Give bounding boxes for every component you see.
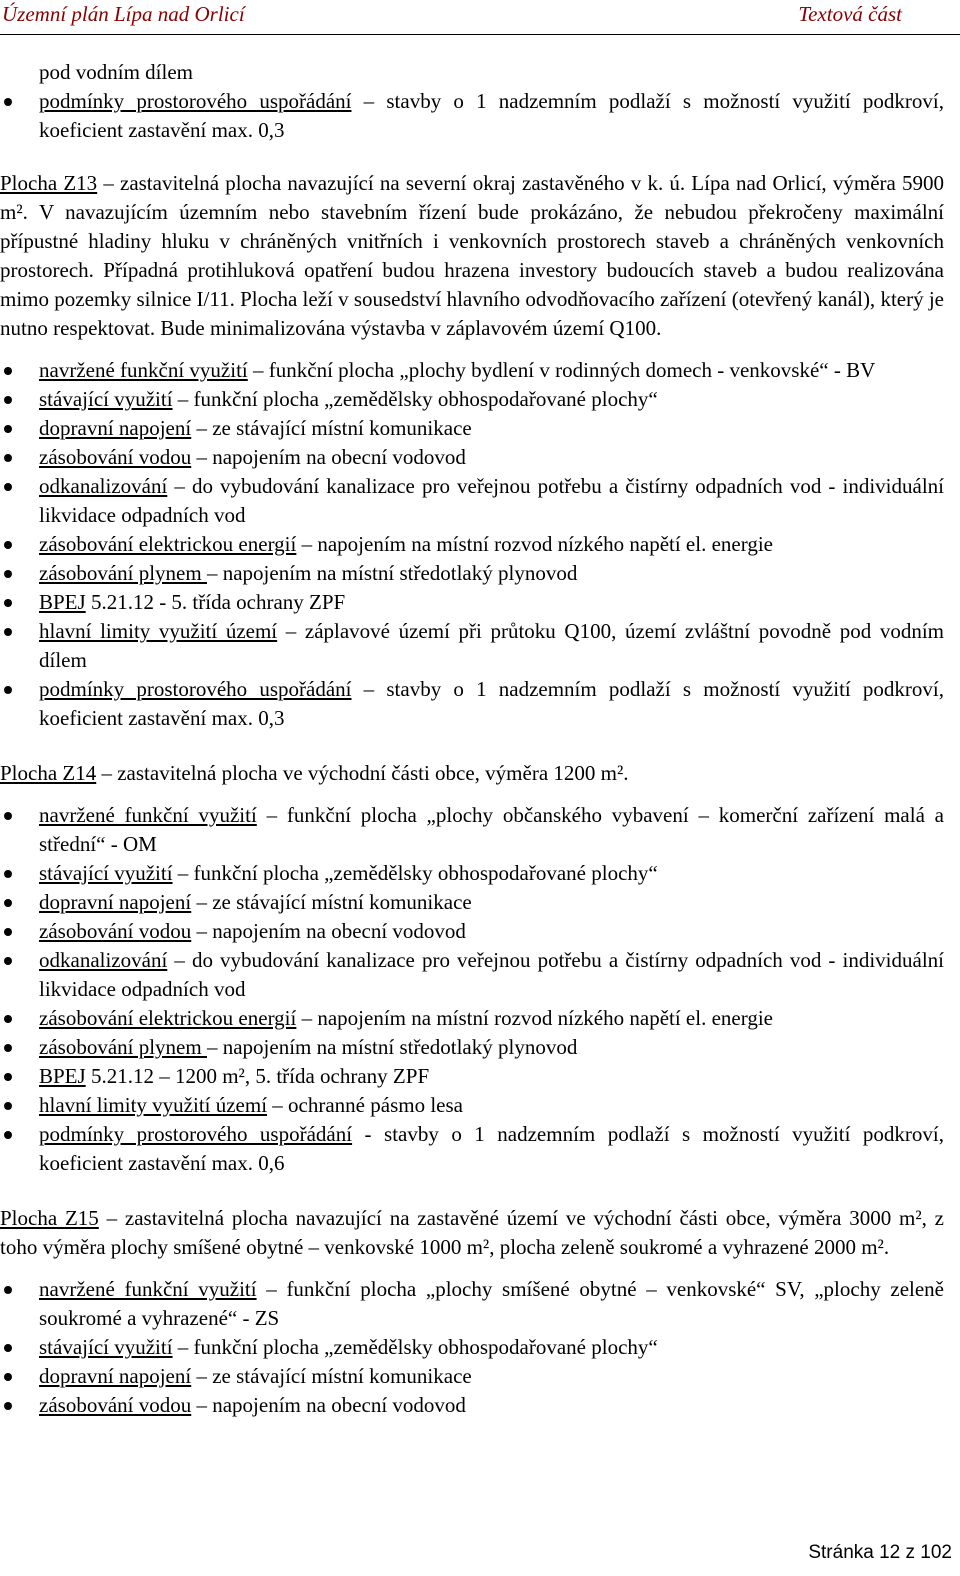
item-text: napojením na místní rozvod nízkého napětí el. energie bbox=[317, 532, 774, 556]
text-z15: – zastavitelná plocha navazující na zastavěné území ve východní části obce, výměra 3000 m², z toho výměra plochy smíšené obytné – venkovské 1000 m², plocha zeleně soukromé a vyhrazené 2000 m². bbox=[0, 1206, 945, 1259]
item-label: dopravní napojení bbox=[39, 416, 192, 440]
item-text: záplavové území při průtoku Q100, území zvláštní povodně pod vodním dílem bbox=[39, 619, 945, 672]
item-separator: - bbox=[352, 1122, 385, 1146]
document-body bbox=[0, 58, 944, 1420]
item-separator: – bbox=[256, 803, 287, 827]
bullet-icon bbox=[4, 1286, 12, 1294]
bullet-icon bbox=[4, 599, 12, 607]
item-separator: – bbox=[247, 358, 269, 382]
item-text: stavby o 1 nadzemním podlaží s možností využití podkroví, koeficient zastavění max. 0,6 bbox=[39, 1122, 944, 1175]
item-label: stávající využití bbox=[39, 861, 173, 885]
bullet-icon bbox=[4, 396, 12, 404]
item-separator: – bbox=[191, 1364, 213, 1388]
item-label: zásobování plynem bbox=[39, 1035, 207, 1059]
list-item bbox=[0, 617, 944, 675]
item-separator: – bbox=[351, 89, 387, 113]
list-item bbox=[0, 1062, 944, 1091]
bullet-icon bbox=[4, 98, 12, 106]
item-label: navržené funkční využití bbox=[39, 358, 248, 382]
bullet-icon bbox=[4, 957, 12, 965]
item-label: stávající využití bbox=[39, 1335, 173, 1359]
item-label: hlavní limity využití území bbox=[39, 1093, 268, 1117]
item-separator: – bbox=[172, 861, 194, 885]
item-separator: – bbox=[351, 677, 387, 701]
text-z13: – zastavitelná plocha navazující na severní okraj zastavěného v k. ú. Lípa nad Orlicí, výměra 5900 m². V navazujícím územním nebo stavebním řízení bude prokázáno, že nebudou překročeny maximální přípustné hladiny hluku v chráněných vnitřních i venkovních prostorech staveb a chráněných venkovních prostorech. Případná protihluková opatření budou hrazena investory budoucích staveb a budou realizována mimo pozemky silnice I/11. Plocha leží v sousedství hlavního odvodňovacího zařízení (otevřený kanál), který je nutno respektovat. Bude minimalizována výstavba v záplavovém území Q100. bbox=[0, 171, 944, 340]
bullet-icon bbox=[4, 628, 12, 636]
item-separator: – bbox=[191, 416, 213, 440]
header-document-title: Územní plán Lípa nad Orlicí bbox=[2, 2, 245, 26]
bullet-icon bbox=[4, 1344, 12, 1352]
list-item bbox=[0, 588, 944, 617]
bullet-icon bbox=[4, 570, 12, 578]
list-z14 bbox=[0, 801, 944, 1178]
bullet-icon bbox=[4, 1015, 12, 1023]
bullet-icon bbox=[4, 928, 12, 936]
paragraph-z15 bbox=[0, 1204, 944, 1262]
list-item bbox=[0, 917, 944, 946]
paragraph-z13 bbox=[0, 169, 944, 343]
header-section-title: Textová část bbox=[798, 2, 902, 26]
item-text: do vybudování kanalizace pro veřejnou potřebu a čistírny odpadních vod - individuální likvidace odpadních vod bbox=[39, 474, 945, 527]
list-item bbox=[0, 87, 944, 145]
item-separator: – bbox=[277, 619, 305, 643]
heading-z14: Plocha Z14 bbox=[0, 761, 97, 785]
bullet-icon bbox=[4, 1044, 12, 1052]
bullet-icon bbox=[4, 1073, 12, 1081]
bullet-icon bbox=[4, 483, 12, 491]
item-label: zásobování vodou bbox=[39, 1393, 192, 1417]
page-header bbox=[0, 0, 960, 35]
item-text: funkční plocha „plochy smíšené obytné – venkovské“ SV, „plochy zeleně soukromé a vyhrazené“ - ZS bbox=[39, 1277, 945, 1330]
bullet-icon bbox=[4, 454, 12, 462]
list-item bbox=[0, 472, 944, 530]
item-separator: – bbox=[267, 1093, 289, 1117]
item-separator: – bbox=[167, 948, 192, 972]
bullet-icon bbox=[4, 812, 12, 820]
item-separator: – bbox=[191, 890, 213, 914]
item-label: dopravní napojení bbox=[39, 1364, 192, 1388]
item-separator: – bbox=[206, 1035, 223, 1059]
item-separator: – bbox=[172, 1335, 194, 1359]
list-item bbox=[0, 1091, 944, 1120]
item-separator: – bbox=[256, 1277, 287, 1301]
item-text: funkční plocha „zemědělsky obhospodařované plochy“ bbox=[193, 387, 658, 411]
bullet-icon bbox=[4, 425, 12, 433]
list-item bbox=[0, 1362, 944, 1391]
item-label: BPEJ bbox=[39, 590, 86, 614]
bullet-icon bbox=[4, 1102, 12, 1110]
item-label: zásobování plynem bbox=[39, 561, 207, 585]
item-text: stavby o 1 nadzemním podlaží s možností využití podkroví, koeficient zastavění max. 0,3 bbox=[39, 89, 945, 142]
list-z15 bbox=[0, 1275, 944, 1420]
list-z13 bbox=[0, 356, 944, 733]
list-item bbox=[0, 888, 944, 917]
bullet-icon bbox=[4, 899, 12, 907]
item-label: zásobování elektrickou energií bbox=[39, 532, 297, 556]
list-item bbox=[0, 1033, 944, 1062]
item-text: do vybudování kanalizace pro veřejnou potřebu a čistírny odpadních vod - individuální likvidace odpadních vod bbox=[39, 948, 945, 1001]
item-label: podmínky prostorového uspořádání bbox=[39, 677, 352, 701]
item-text: funkční plocha „zemědělsky obhospodařované plochy“ bbox=[193, 861, 658, 885]
bullet-icon bbox=[4, 686, 12, 694]
item-text: napojením na místní středotlaký plynovod bbox=[222, 561, 578, 585]
item-separator: – bbox=[191, 445, 213, 469]
list-item bbox=[0, 559, 944, 588]
item-separator: – bbox=[167, 474, 192, 498]
bullet-icon bbox=[4, 1373, 12, 1381]
item-separator: – bbox=[296, 1006, 318, 1030]
item-text: ze stávající místní komunikace bbox=[212, 416, 472, 440]
bullet-icon bbox=[4, 1402, 12, 1410]
paragraph-z14 bbox=[0, 759, 944, 788]
item-label: dopravní napojení bbox=[39, 890, 192, 914]
heading-z15: Plocha Z15 bbox=[0, 1206, 99, 1230]
item-text: napojením na obecní vodovod bbox=[212, 1393, 466, 1417]
item-label: hlavní limity využití území bbox=[39, 619, 278, 643]
list-item bbox=[0, 1333, 944, 1362]
item-label: navržené funkční využití bbox=[39, 803, 257, 827]
item-separator: – bbox=[296, 532, 318, 556]
item-text: napojením na obecní vodovod bbox=[212, 445, 466, 469]
list-item bbox=[0, 530, 944, 559]
list-item bbox=[0, 385, 944, 414]
list-item bbox=[0, 356, 944, 385]
text-z14: – zastavitelná plocha ve východní části obce, výměra 1200 m². bbox=[96, 761, 629, 785]
heading-z13: Plocha Z13 bbox=[0, 171, 98, 195]
list-item bbox=[0, 801, 944, 859]
item-separator: – bbox=[191, 1393, 213, 1417]
item-text: funkční plocha „plochy bydlení v rodinných domech - venkovské“ - BV bbox=[268, 358, 876, 382]
item-label: zásobování vodou bbox=[39, 919, 192, 943]
item-label: stávající využití bbox=[39, 387, 173, 411]
item-text: ze stávající místní komunikace bbox=[212, 890, 472, 914]
item-label: BPEJ bbox=[39, 1064, 86, 1088]
item-text: napojením na místní středotlaký plynovod bbox=[222, 1035, 578, 1059]
list-item bbox=[0, 1004, 944, 1033]
list-item bbox=[0, 946, 944, 1004]
item-separator: – bbox=[191, 919, 213, 943]
list-item bbox=[0, 1120, 944, 1178]
item-label: podmínky prostorového uspořádání bbox=[39, 1122, 353, 1146]
item-text: ochranné pásmo lesa bbox=[288, 1093, 463, 1117]
bullet-icon bbox=[4, 1131, 12, 1139]
continued-text: pod vodním dílem bbox=[39, 60, 193, 84]
bullet-icon bbox=[4, 367, 12, 375]
item-text: funkční plocha „plochy občanského vybavení – komerční zařízení malá a střední“ - OM bbox=[39, 803, 944, 856]
list-item bbox=[0, 675, 944, 733]
list-item bbox=[0, 1275, 944, 1333]
bullet-icon bbox=[4, 870, 12, 878]
item-text: stavby o 1 nadzemním podlaží s možností využití podkroví, koeficient zastavění max. 0,3 bbox=[39, 677, 945, 730]
bullet-icon bbox=[4, 541, 12, 549]
item-label: navržené funkční využití bbox=[39, 1277, 257, 1301]
item-text: napojením na místní rozvod nízkého napětí el. energie bbox=[317, 1006, 774, 1030]
item-label: zásobování vodou bbox=[39, 445, 192, 469]
item-label: odkanalizování bbox=[39, 474, 168, 498]
item-label: odkanalizování bbox=[39, 948, 168, 972]
item-text: 5.21.12 – 1200 m², 5. třída ochrany ZPF bbox=[90, 1064, 430, 1088]
list-item bbox=[0, 414, 944, 443]
item-text: napojením na obecní vodovod bbox=[212, 919, 466, 943]
item-separator: – bbox=[172, 387, 194, 411]
item-label: podmínky prostorového uspořádání bbox=[39, 89, 352, 113]
item-separator: – bbox=[206, 561, 223, 585]
list-item bbox=[0, 1391, 944, 1420]
page-number: Stránka 12 z 102 bbox=[808, 1542, 952, 1563]
item-label: zásobování elektrickou energií bbox=[39, 1006, 297, 1030]
top-list bbox=[0, 87, 944, 145]
item-text: ze stávající místní komunikace bbox=[212, 1364, 472, 1388]
item-text: 5.21.12 - 5. třída ochrany ZPF bbox=[90, 590, 346, 614]
list-item bbox=[0, 443, 944, 472]
list-item bbox=[0, 859, 944, 888]
item-text: funkční plocha „zemědělsky obhospodařované plochy“ bbox=[193, 1335, 658, 1359]
